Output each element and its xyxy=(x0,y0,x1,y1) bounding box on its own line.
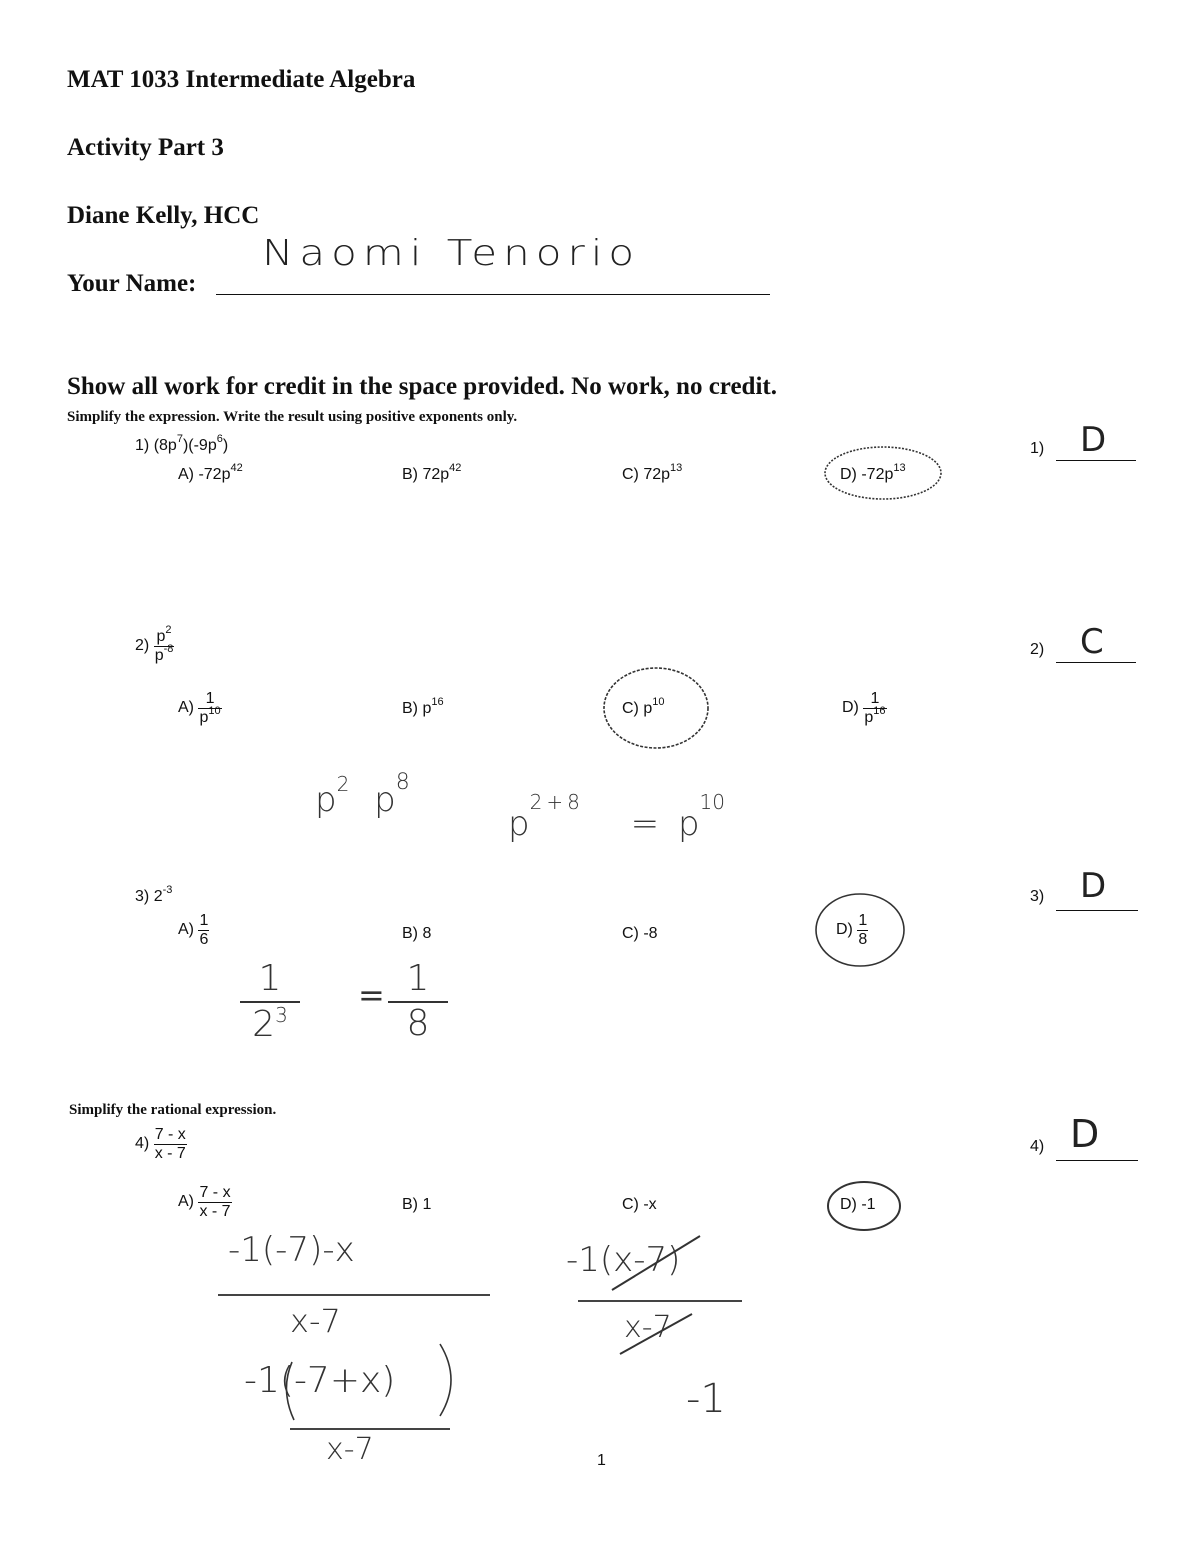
work-2-step2: $p^{2+8} = p^{10}$ xyxy=(508,790,725,844)
work-4-step3-num: -1(x-7) xyxy=(566,1240,681,1280)
work-3-equals: = xyxy=(358,976,385,1014)
selection-circle-2 xyxy=(604,668,708,748)
work-2-step1: $p^2$ $p^8$ xyxy=(315,770,410,820)
question-1-prompt: 1) $(8p^7)(-9p^6)$ xyxy=(135,433,229,454)
section-instruction-1: Simplify the expression. Write the result using positive exponents only. xyxy=(67,409,518,425)
answer-label-2: 2) xyxy=(1030,641,1045,658)
answer-2-handwritten[interactable]: C xyxy=(1080,622,1104,662)
choice-1a[interactable]: A) $-72p^{42}$ xyxy=(178,462,243,483)
cancel-stroke-num xyxy=(612,1236,700,1290)
cancel-stroke-den xyxy=(620,1314,692,1354)
paren-right xyxy=(440,1344,451,1416)
work-4-step3-den: x-7 xyxy=(624,1310,672,1345)
choice-4c[interactable]: C) -x xyxy=(622,1196,657,1213)
choice-4b[interactable]: B) 1 xyxy=(402,1196,432,1213)
choice-4a[interactable]: A) $\frac{7 - x}{x - 7}$ xyxy=(178,1184,231,1220)
page-number: 1 xyxy=(597,1452,606,1469)
section-instruction-2: Simplify the rational expression. xyxy=(69,1102,277,1118)
selection-circle-4 xyxy=(828,1182,900,1230)
choice-2c[interactable]: C) $p^{10}$ xyxy=(622,696,665,717)
choice-1b[interactable]: B) $72p^{42}$ xyxy=(402,462,462,483)
choice-2b[interactable]: B) $p^{16}$ xyxy=(402,696,444,717)
answer-4-handwritten[interactable]: D xyxy=(1070,1112,1100,1156)
author-line: Diane Kelly, HCC xyxy=(67,202,260,229)
work-4-step2-den: x-7 xyxy=(326,1432,374,1467)
answer-label-3: 3) xyxy=(1030,888,1045,905)
question-3-prompt: 3) $2^{-3}$ xyxy=(135,884,173,905)
selection-circle-3 xyxy=(816,894,904,966)
answer-1-handwritten[interactable]: D xyxy=(1080,420,1107,460)
student-name-handwritten[interactable]: Naomi Tenorio xyxy=(262,231,641,274)
answer-label-4: 4) xyxy=(1030,1138,1045,1155)
work-4-step2-num: -1(-7+x) xyxy=(244,1360,396,1401)
choice-4d[interactable]: D) -1 xyxy=(840,1196,876,1213)
selection-circle-1 xyxy=(825,447,941,499)
question-number: 1) xyxy=(135,437,150,454)
choice-3d[interactable]: D) $\frac{1}{8}$ xyxy=(836,912,868,948)
choice-1c[interactable]: C) $72p^{13}$ xyxy=(622,462,683,483)
name-label: Your Name: xyxy=(67,270,197,297)
work-4-step1-num: -1(-7)-x xyxy=(228,1230,355,1270)
answer-3-handwritten[interactable]: D xyxy=(1080,866,1107,906)
work-3-frac1: 1 $2^3$ xyxy=(240,958,300,1045)
choice-1d[interactable]: D) $-72p^{13}$ xyxy=(840,462,906,483)
question-4-prompt: 4) $\frac{7 - x}{x - 7}$ xyxy=(135,1126,186,1162)
choice-2a[interactable]: A) $\frac{1}{p^{10}}$ xyxy=(178,690,221,726)
work-4-step1-den: x-7 xyxy=(290,1302,341,1340)
course-title: MAT 1033 Intermediate Algebra xyxy=(67,66,416,93)
choice-2d[interactable]: D) $\frac{1}{p^{16}}$ xyxy=(842,690,886,726)
paren-left xyxy=(286,1362,294,1420)
choice-3c[interactable]: C) -8 xyxy=(622,925,658,942)
work-3-frac2: 1 8 xyxy=(388,958,448,1044)
work-4-result: -1 xyxy=(686,1376,726,1422)
activity-title: Activity Part 3 xyxy=(67,134,224,161)
choice-3b[interactable]: B) 8 xyxy=(402,925,432,942)
work-instruction: Show all work for credit in the space provided. No work, no credit. xyxy=(67,373,777,400)
question-2-prompt: 2) $\frac{p^2}{p^{-8}}$ xyxy=(135,624,174,664)
answer-label-1: 1) xyxy=(1030,440,1045,457)
choice-3a[interactable]: A) $\frac{1}{6}$ xyxy=(178,912,209,948)
